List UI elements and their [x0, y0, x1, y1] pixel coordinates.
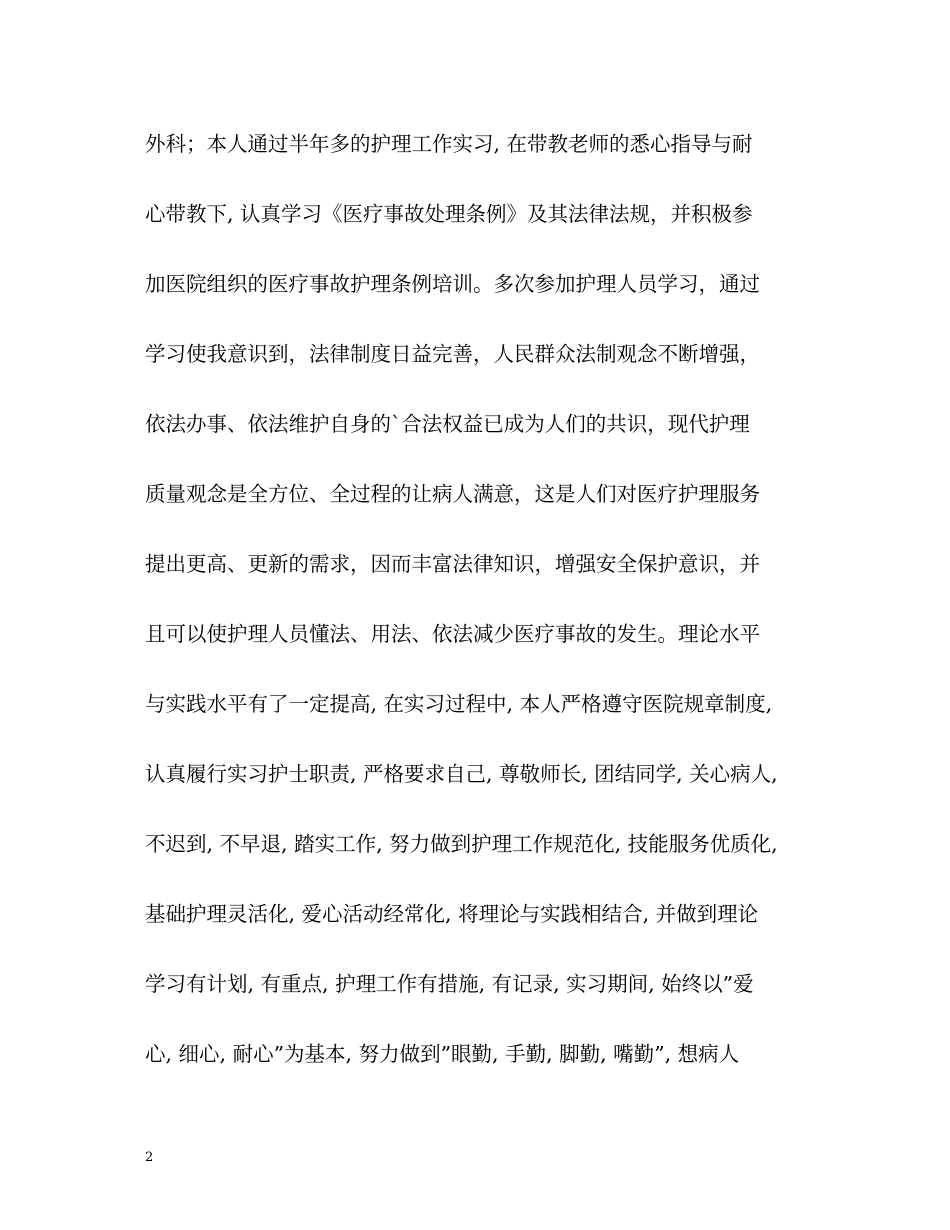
body-text — [145, 126, 815, 1106]
text-line-7: 提出更高、更新的需求，因而丰富法律知识，增强安全保护意识，并 — [145, 552, 760, 576]
page-number: 2 — [145, 1150, 154, 1165]
text-line-2: 心带教下, 认真学习《医疗事故处理条例》及其法律法规，并积极参 — [145, 202, 753, 226]
text-line-14: 心, 细心, 耐心”为基本, 努力做到”眼勤, 手勤, 脚勤, 嘴勤”, 想病人 — [145, 1042, 740, 1066]
text-line-11: 不迟到, 不早退, 踏实工作, 努力做到护理工作规范化, 技能服务优质化, — [145, 832, 778, 856]
text-line-6: 质量观念是全方位、全过程的让病人满意，这是人们对医疗护理服务 — [145, 482, 760, 506]
text-line-8: 且可以使护理人员懂法、用法、依法减少医疗事故的发生。理论水平 — [145, 622, 760, 646]
text-line-13: 学习有计划, 有重点, 护理工作有措施, 有记录, 实习期间, 始终以”爱 — [145, 972, 754, 996]
text-line-1: 外科；本人通过半年多的护理工作实习, 在带教老师的悉心指导与耐 — [145, 132, 753, 156]
text-line-5: 依法办事、依法维护自身的`合法权益已成为人们的共识，现代护理 — [145, 412, 750, 436]
text-line-12: 基础护理灵活化, 爱心活动经常化, 将理论与实践相结合, 并做到理论 — [145, 902, 759, 926]
text-line-3: 加医院组织的医疗事故护理条例培训。多次参加护理人员学习，通过 — [145, 272, 760, 296]
text-line-10: 认真履行实习护士职责, 严格要求自己, 尊敬师长, 团结同学, 关心病人, — [145, 762, 778, 786]
text-line-4: 学习使我意识到，法律制度日益完善，人民群众法制观念不断增强， — [145, 342, 760, 366]
text-line-9: 与实践水平有了一定提高, 在实习过程中, 本人严格遵守医院规章制度, — [145, 692, 773, 716]
